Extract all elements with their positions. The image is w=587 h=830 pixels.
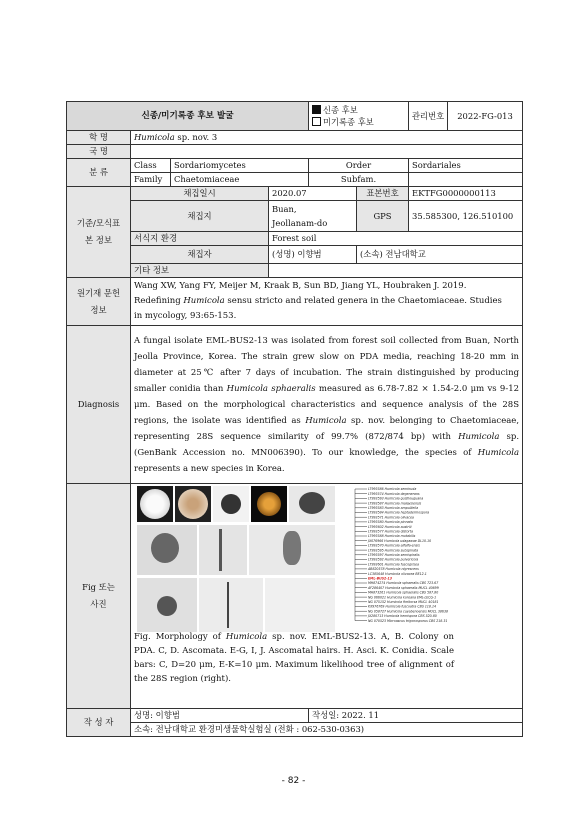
unchecked-box-icon [312, 117, 321, 126]
checked-box-icon [312, 105, 321, 114]
morphology-photo-panels [137, 486, 337, 632]
specimen-number-label: 표본번호 [357, 187, 409, 201]
korean-name-label: 국 명 [67, 145, 131, 159]
collector-label: 채집자 [131, 246, 269, 264]
reference-text: Wang XW, Yang FY, Meijer M, Kraak B, Sun BD, Jiang YL, Houbraken J. 2019. Redefining Humicola sensu stricto and related genera in the Chaetomiaceae. Studies in mycology, 93:65-153. [131, 278, 523, 326]
tree-tip-label: AF286407 Humicola sphaeralis MUCL 40699 [368, 585, 439, 590]
tree-tip-label: JX280713 Humicola hemispora CBS 520.80 [368, 614, 437, 619]
tree-tip-label: LT993587 Humicola malaysiensis [368, 501, 422, 506]
scientific-name-label: 학 명 [67, 131, 131, 145]
panel-a [137, 486, 173, 522]
unrecorded-species-option: 미기록종 후보 [312, 116, 405, 128]
tree-tip-label: LT993571 Humicola olivacea [368, 515, 414, 520]
subfamily-value [409, 173, 523, 187]
phylogenetic-tree [349, 486, 459, 632]
specimen-number-value: EKTFG0000000113 [409, 187, 523, 201]
other-info-label: 기타 정보 [131, 264, 269, 278]
tree-tip-label: LT993588 Humicola mutabilis [368, 534, 416, 539]
tree-tip-label: NG 070523 Microascus trigonosporus CBS 218.31 [368, 618, 448, 623]
page-number: - 82 - [281, 776, 306, 786]
management-number-value: 2022-FG-013 [457, 110, 513, 121]
tree-tip-label: LT993570 Humicola alfalfa-ensis [368, 543, 420, 548]
candidate-type-cell [309, 102, 409, 131]
figure-cell [131, 484, 523, 709]
other-info-value [269, 264, 523, 278]
tree-tip-label: LT993602 Humicola austriii [368, 524, 412, 529]
author-name: 성명: 이향범 [131, 709, 309, 723]
collection-date-label: 채집일시 [131, 187, 269, 201]
tree-tip-label: KX976769 Humicola fuscoatra CBS 118.14 [368, 604, 437, 609]
tree-tip-label: NG 075152 Humicola fimitorsa MUCL 40181 [368, 600, 439, 604]
collection-place-label: 채집지 [131, 201, 269, 232]
collector-affiliation: (소속) 전남대학교 [357, 246, 523, 264]
panel-c [213, 486, 249, 522]
class-value: Sordariomycetes [171, 159, 309, 173]
form-sheet [66, 101, 522, 737]
author-label: 작 성 자 [67, 709, 131, 737]
new-species-option: 신종 후보 [312, 104, 405, 116]
tree-tip-label: LT993597 Humicola semispiralis [368, 553, 420, 557]
management-number-cell [409, 102, 523, 131]
gps-value: 35.585300, 126.510100 [409, 201, 523, 232]
panel-h [249, 525, 335, 575]
panel-i [137, 578, 197, 632]
tree-tip-label: MH873261 Humicola sphaeralis CBS 587.80 [368, 590, 439, 595]
author-date: 작성일: 2022. 11 [309, 709, 523, 723]
figure-area [134, 484, 519, 684]
scientific-name-value: Humicola sp. nov. 3 [131, 131, 523, 145]
panel-b [175, 486, 211, 522]
tree-tip-label: LT993595 Humicola subspinata [368, 548, 419, 553]
collection-place-value: Buan, Jeollanam-do [269, 201, 357, 232]
gps-label: GPS [357, 201, 409, 232]
panel-f [137, 525, 197, 575]
tree-tip-label: LC385648 Humicola olivacea BE12-1 [368, 571, 427, 576]
tree-tip-label: LT993592 Humicola pulvericola [368, 557, 419, 562]
figure-label: Fig 또는 사진 [67, 484, 131, 709]
reference-label: 원기재 문헌 정보 [67, 278, 131, 326]
collection-date-value: 2020.07 [269, 187, 357, 201]
panel-j [199, 578, 263, 632]
panel-k [265, 578, 335, 632]
tree-tip-label: NG 058727 Humicola cuyabenoensis MUCL 38638 [368, 609, 449, 614]
figure-caption: Fig. Morphology of Humicola sp. nov. EML-BUS2-13. A, B. Colony on PDA. C, D. Ascomata. E-G, I, J. Ascomatal hairs. H. Asci. K. Conidia. Scale bars: C, D=20 μm, E-K=10 μm. Maximum likelihood tree of alignment of the 28S region (right). [134, 632, 455, 684]
author-affiliation: 소속: 전남대학교 환경미생물학실험실 (전화 : 062-530-0363) [131, 723, 523, 737]
tree-tip-label: NG 066021 Humicola koreana EML-LECG-1 [368, 595, 437, 600]
habitat-value: Forest soil [269, 232, 523, 246]
tree-tip-label: MH874274 Humicola sphaeralis CBS 723.67 [368, 581, 439, 586]
reference-line-2: Redefining Humicola sensu stricto and related genera in the Chaetomiaceae. Studies [134, 296, 502, 306]
diagnosis-label: Diagnosis [67, 326, 131, 484]
family-value: Chaetomiaceae [171, 173, 309, 187]
management-number-label: 관리번호 [409, 102, 448, 130]
tree-tip-label: LT993593 Humicola guizhouguana [368, 496, 424, 501]
tree-tip-label: EML-BUS2-13 [368, 576, 392, 581]
tree-tip-label: AB820578 Humicola nigrescens [368, 567, 419, 572]
order-label: Order [309, 159, 409, 173]
tree-tip-label: LT993574 Humicola degenerans [368, 491, 420, 496]
subfamily-label: Subfam. [309, 173, 409, 187]
panel-g [199, 525, 247, 575]
form-title: 신종/미기록종 후보 발굴 [67, 102, 309, 131]
order-value: Sordariales [409, 159, 523, 173]
classification-label: 분 류 [67, 159, 131, 187]
tree-tip-label: JX076966 Humicola udagawae DL10.10 [368, 538, 432, 543]
tree-tip-label: LT993601 Humicola fuscogrisea [368, 562, 419, 567]
tree-tip-label: LT993584 Humicola heptadermospora [368, 510, 430, 515]
record-table [66, 101, 523, 737]
panel-d [251, 486, 287, 522]
family-label: Family [131, 173, 171, 187]
diagnosis-text: A fungal isolate EML-BUS2-13 was isolated from forest soil collected from Buan, North Jeolla Province, Korea. The strain grew slow on PDA media, reaching 18-20 mm in diameter at 25℃ after 7 days of incubation. The strain distinguished by producing smaller conidia than Humicola sphaeralis measured as 6.78-7.82 × 1.54-2.0 μm vs 9-12 μm. Based on the morphological characteristics and sequence analysis of the 28S regions, the isolate was identified as Humicola sp. nov. belonging to Chaetomiaceae, representing 28S sequence similarity of 99.7% (872/874 bp) with Humicola sp. (GenBank Accession no. MN006390). To our knowledge, the species of Humicola represents a new species in Korea. [131, 326, 523, 484]
habitat-label: 서식지 환경 [131, 232, 269, 246]
tree-tip-label: LT993586 Humicola seminuda [368, 487, 417, 492]
korean-name-value [131, 145, 523, 159]
panel-e [289, 486, 335, 522]
collector-value: (성명) 이향범 [269, 246, 357, 264]
tree-tip-label: LT993583 Humicola ampulliella [368, 506, 419, 510]
class-label: Class [131, 159, 171, 173]
tree-tip-label: LT993577 Humicola distorta [368, 529, 413, 534]
specimen-info-label: 기준/모식표 본 정보 [67, 187, 131, 278]
tree-tip-label: LT993580 Humicola pinnata [368, 520, 413, 525]
